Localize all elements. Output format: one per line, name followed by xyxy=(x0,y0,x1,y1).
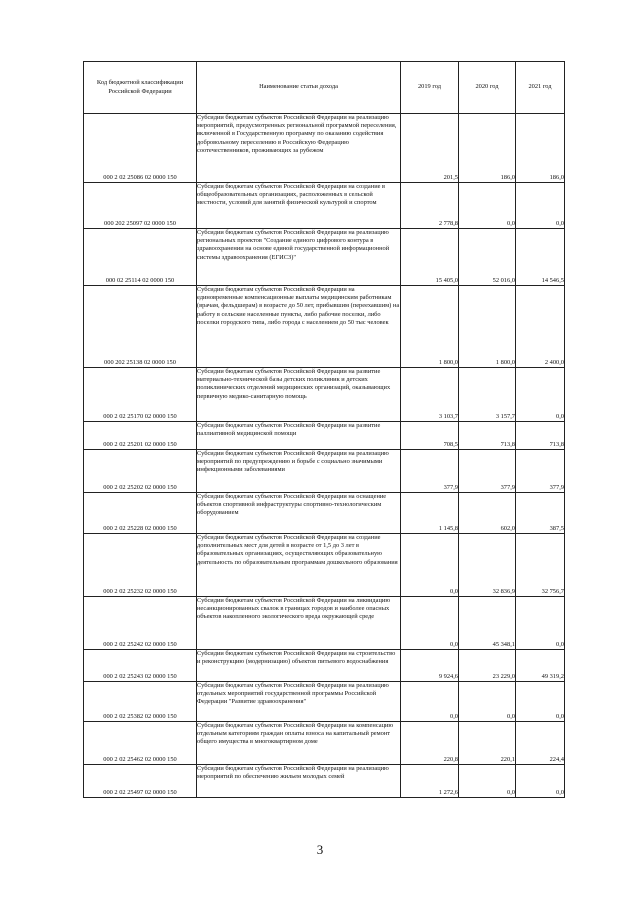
header-name: Наименование статьи дохода xyxy=(197,62,401,114)
row-value-2021: 0,0 xyxy=(516,682,565,722)
row-code: 000 2 02 25201 02 0000 150 xyxy=(84,422,197,450)
row-value-2020: 32 836,9 xyxy=(459,534,516,597)
row-value-2019: 708,5 xyxy=(401,422,459,450)
table-row xyxy=(84,597,565,650)
row-code: 000 202 25138 02 0000 150 xyxy=(84,286,197,368)
row-value-2020: 713,8 xyxy=(459,422,516,450)
row-value-2021: 49 319,2 xyxy=(516,650,565,682)
row-code: 000 2 02 25232 02 0000 150 xyxy=(84,534,197,597)
table-row xyxy=(84,114,565,183)
row-code: 000 02 25114 02 0000 150 xyxy=(84,229,197,286)
table-row xyxy=(84,450,565,493)
row-value-2021: 713,8 xyxy=(516,422,565,450)
row-value-2020: 23 229,0 xyxy=(459,650,516,682)
row-name: Субсидии бюджетам субъектов Российской Федерации на единовременные компенсационные выплаты медицинским работникам (врачам, фельдшерам) в возрасте до 50 лет, прибывшим (переехавшим) на работу в сельские населенные пункты, либо рабочие поселки, либо поселки городского типа, либо города с населением до 50 тыс человек xyxy=(197,286,401,368)
row-value-2020: 0,0 xyxy=(459,183,516,229)
page-number: 3 xyxy=(316,842,324,857)
row-code: 000 2 02 25243 02 0000 150 xyxy=(84,650,197,682)
row-name: Субсидии бюджетам субъектов Российской Федерации на реализацию мероприятий, предусмотренных региональной программой переселения, включенной в Государственную программу по оказанию содействия добровольному переселению в Российскую Федерацию соотечественников, проживающих за рубежом xyxy=(197,114,401,183)
row-value-2019: 3 103,7 xyxy=(401,368,459,422)
row-name: Субсидии бюджетам субъектов Российской Федерации на развитие материально-технической базы детских поликлиник и детских поликлинических отделений медицинских организаций, оказывающих первичную медико-санитарную помощь xyxy=(197,368,401,422)
table-row xyxy=(84,650,565,682)
row-name: Субсидии бюджетам субъектов Российской Федерации на развитие паллиативной медицинской помощи xyxy=(197,422,401,450)
row-code: 000 2 02 25242 02 0000 150 xyxy=(84,597,197,650)
revenue-table xyxy=(83,61,565,798)
row-name: Субсидии бюджетам субъектов Российской Федерации на реализацию региональных проектов "Создание единого цифрового контура в здравоохранении на основе единой государственной информационной системы здравоохранения (ЕГИСЗ)" xyxy=(197,229,401,286)
row-code: 000 2 02 25462 02 0000 150 xyxy=(84,722,197,765)
row-name: Субсидии бюджетам субъектов Российской Федерации на ликвидацию несанкционированных свалок в границах городов и наиболее опасных объектов накопленного экологического вреда окружающей среде xyxy=(197,597,401,650)
row-value-2021: 32 756,7 xyxy=(516,534,565,597)
table-row xyxy=(84,493,565,534)
row-value-2020: 602,0 xyxy=(459,493,516,534)
header-2021: 2021 год xyxy=(516,62,565,114)
row-name: Субсидии бюджетам субъектов Российской Федерации на строительство и реконструкцию (модернизацию) объектов питьевого водоснабжения xyxy=(197,650,401,682)
row-value-2020: 45 348,1 xyxy=(459,597,516,650)
row-value-2019: 9 924,6 xyxy=(401,650,459,682)
table-row xyxy=(84,422,565,450)
row-value-2019: 0,0 xyxy=(401,534,459,597)
row-value-2021: 0,0 xyxy=(516,183,565,229)
row-value-2021: 186,0 xyxy=(516,114,565,183)
row-code: 000 2 02 25382 02 0000 150 xyxy=(84,682,197,722)
row-value-2019: 1 272,6 xyxy=(401,765,459,798)
row-name: Субсидии бюджетам субъектов Российской Федерации на создание в общеобразовательных организациях, расположенных в сельской местности, условий для занятий физической культурой и спортом xyxy=(197,183,401,229)
row-name: Субсидии бюджетам субъектов Российской Федерации на оснащение объектов спортивной инфраструктуры спортивно-технологическим оборудованием xyxy=(197,493,401,534)
row-value-2021: 0,0 xyxy=(516,765,565,798)
row-value-2019: 1 800,0 xyxy=(401,286,459,368)
row-code: 000 2 02 25170 02 0000 150 xyxy=(84,368,197,422)
row-name: Субсидии бюджетам субъектов Российской Федерации на реализацию отдельных мероприятий государственной программы Российской Федерации "Развитие здравоохранения" xyxy=(197,682,401,722)
row-name: Субсидии бюджетам субъектов Российской Федерации на компенсацию отдельным категориям граждан оплаты взноса на капитальный ремонт общего имущества в многоквартирном доме xyxy=(197,722,401,765)
row-name: Субсидии бюджетам субъектов Российской Федерации на реализацию мероприятий по обеспечению жильем молодых семей xyxy=(197,765,401,798)
table-row xyxy=(84,765,565,798)
row-code: 000 2 02 25497 02 0000 150 xyxy=(84,765,197,798)
row-value-2021: 0,0 xyxy=(516,597,565,650)
row-name: Субсидии бюджетам субъектов Российской Федерации на создание дополнительных мест для детей в возрасте от 1,5 до 3 лет в образовательных организациях, осуществляющих образовательную деятельность по образовательным программам дошкольного образования xyxy=(197,534,401,597)
row-code: 000 2 02 25202 02 0000 150 xyxy=(84,450,197,493)
row-value-2021: 2 400,0 xyxy=(516,286,565,368)
table-row xyxy=(84,368,565,422)
row-value-2019: 201,5 xyxy=(401,114,459,183)
table-row xyxy=(84,286,565,368)
row-name: Субсидии бюджетам субъектов Российской Федерации на реализацию мероприятий по предупреждению и борьбе с социально значимыми инфекционными заболеваниями xyxy=(197,450,401,493)
header-2019: 2019 год xyxy=(401,62,459,114)
row-value-2021: 387,5 xyxy=(516,493,565,534)
table-row xyxy=(84,534,565,597)
row-value-2020: 220,1 xyxy=(459,722,516,765)
table-row xyxy=(84,229,565,286)
row-value-2019: 15 405,0 xyxy=(401,229,459,286)
row-value-2019: 2 778,8 xyxy=(401,183,459,229)
row-value-2020: 52 016,0 xyxy=(459,229,516,286)
row-value-2020: 186,0 xyxy=(459,114,516,183)
row-value-2019: 1 145,8 xyxy=(401,493,459,534)
row-value-2021: 14 546,5 xyxy=(516,229,565,286)
table-row xyxy=(84,183,565,229)
row-value-2021: 224,4 xyxy=(516,722,565,765)
row-value-2019: 377,9 xyxy=(401,450,459,493)
table-row xyxy=(84,722,565,765)
table-header-row xyxy=(84,62,565,114)
row-value-2020: 0,0 xyxy=(459,765,516,798)
row-value-2019: 220,8 xyxy=(401,722,459,765)
row-value-2020: 0,0 xyxy=(459,682,516,722)
row-value-2020: 3 157,7 xyxy=(459,368,516,422)
row-code: 000 2 02 25086 02 0000 150 xyxy=(84,114,197,183)
row-value-2019: 0,0 xyxy=(401,597,459,650)
row-code: 000 202 25097 02 0000 150 xyxy=(84,183,197,229)
table-row xyxy=(84,682,565,722)
row-value-2019: 0,0 xyxy=(401,682,459,722)
row-value-2021: 377,9 xyxy=(516,450,565,493)
header-2020: 2020 год xyxy=(459,62,516,114)
row-value-2021: 0,0 xyxy=(516,368,565,422)
row-value-2020: 377,9 xyxy=(459,450,516,493)
row-value-2020: 1 800,0 xyxy=(459,286,516,368)
header-code: Код бюджетной классификации Российской Федерации xyxy=(84,62,197,114)
row-code: 000 2 02 25228 02 0000 150 xyxy=(84,493,197,534)
